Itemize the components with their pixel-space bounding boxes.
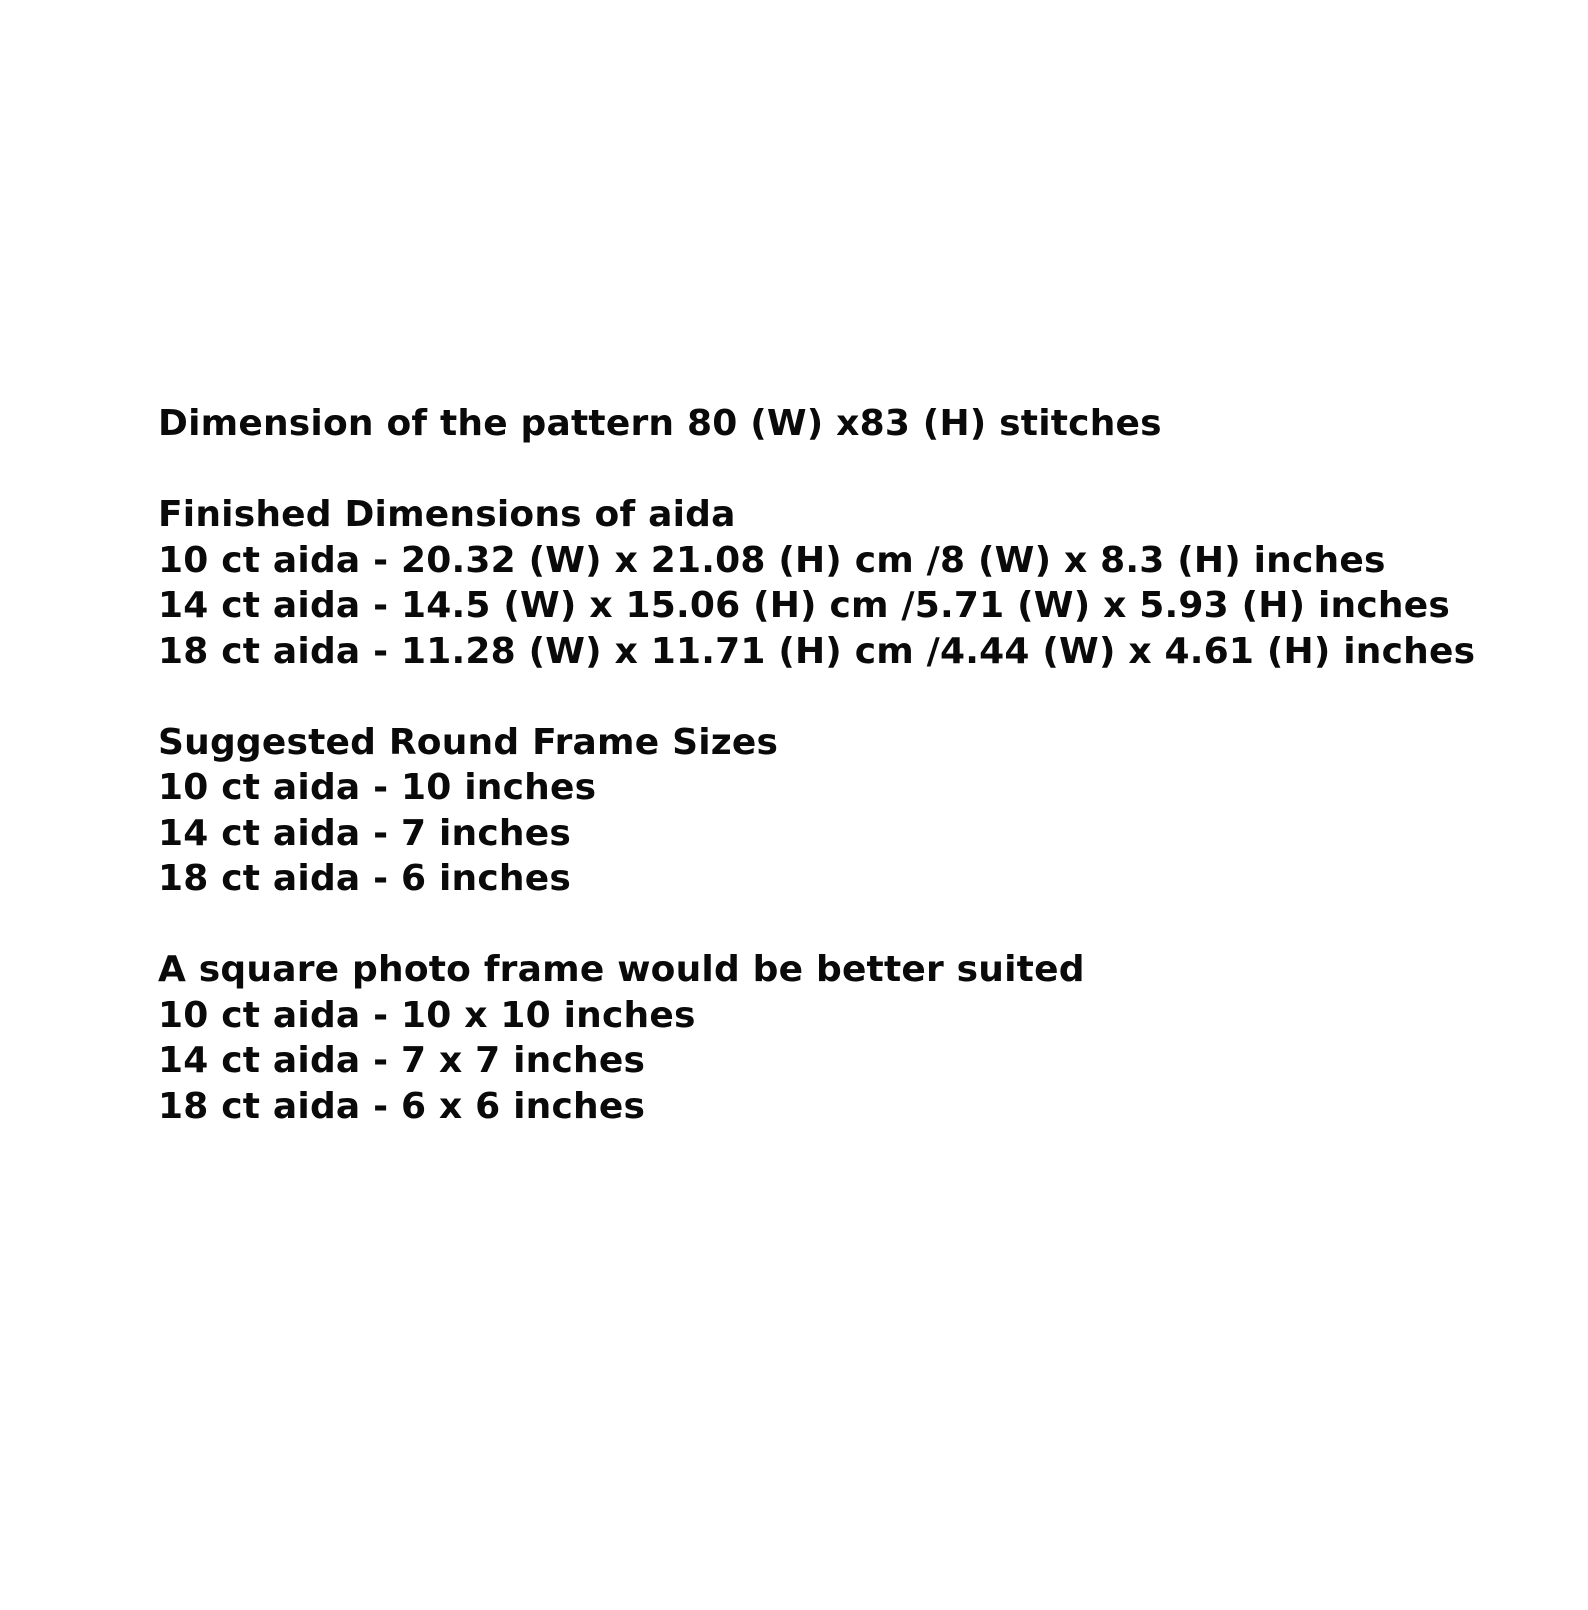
round-frame-row: 10 ct aida - 10 inches — [158, 767, 597, 808]
square-frame-row: 18 ct aida - 6 x 6 inches — [158, 1085, 646, 1127]
finished-dimension-row: 14 ct aida - 14.5 (W) x 15.06 (H) cm /5.71 (W) x 5.93 (H) inches — [158, 585, 1450, 626]
round-frame-heading: Suggested Round Frame Sizes — [158, 721, 779, 763]
finished-dimension-row: 10 ct aida - 20.32 (W) x 21.08 (H) cm /8 (W) x 8.3 (H) inches — [158, 539, 1386, 581]
square-frame-row: 14 ct aida - 7 x 7 inches — [158, 1040, 646, 1081]
dimensions-document — [158, 401, 1558, 1129]
spacer — [158, 447, 1558, 493]
round-frame-row: 14 ct aida - 7 inches — [158, 812, 571, 854]
square-frame-heading: A square photo frame would be better suited — [158, 949, 1085, 990]
spacer — [158, 674, 1558, 720]
spacer — [158, 902, 1558, 948]
finished-dimensions-heading: Finished Dimensions of aida — [158, 494, 736, 535]
square-frame-row: 10 ct aida - 10 x 10 inches — [158, 994, 696, 1036]
finished-dimension-row: 18 ct aida - 11.28 (W) x 11.71 (H) cm /4.44 (W) x 4.61 (H) inches — [158, 630, 1476, 672]
round-frame-row: 18 ct aida - 6 inches — [158, 858, 571, 899]
pattern-dimension-text: Dimension of the pattern 80 (W) x83 (H) stitches — [158, 403, 1162, 444]
